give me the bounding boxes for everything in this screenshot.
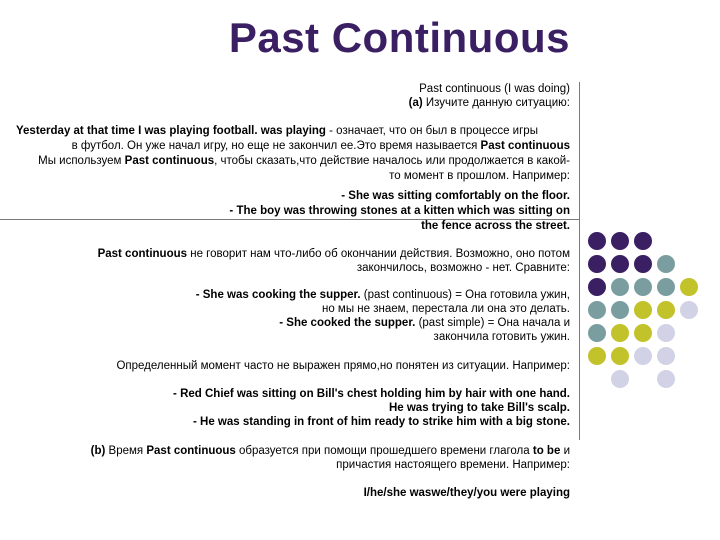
note-text: закончилось, возможно - нет. Сравните: [356, 262, 570, 274]
formation-line-2 [336, 458, 570, 473]
formation-term: to be [532, 445, 561, 457]
decorative-dot [588, 255, 606, 273]
compare-text: (past continuous) = Она готовила ужин, [363, 289, 570, 301]
example-line: - He was standing in front of him ready to strike him with a big stone. [193, 416, 570, 428]
intro-line-1 [16, 124, 538, 139]
intro-term-name: Past continuous [124, 155, 215, 167]
formation-text: Время [108, 445, 144, 457]
example-line: - Red Chief was sitting on Bill's chest holding him by hair with one hand. [173, 388, 570, 400]
intro-example: Yesterday at that time I was playing football. [16, 125, 258, 137]
decorative-dot-grid [588, 232, 700, 412]
verb-forms: I/he/she waswe/they/you were playing [363, 487, 570, 499]
intro-text: Мы используем [38, 155, 122, 167]
section-b-label: (b) [90, 445, 106, 457]
header-line-1 [419, 82, 570, 97]
compare-text: но мы не знаем, перестала ли она это делать. [321, 303, 570, 315]
header-line-2 [409, 96, 570, 111]
intro-text: в футбол. Он уже начал игру, но еще не закончил ее.Это время называется [71, 140, 478, 152]
decorative-dot [588, 324, 606, 342]
decorative-dot [611, 255, 629, 273]
note-line-1 [98, 247, 570, 262]
intro-line-2 [72, 139, 570, 154]
intro-line-3 [38, 154, 570, 169]
header-instruction: Изучите данную ситуацию: [425, 97, 570, 109]
section-a-label: (a) [408, 97, 423, 109]
decorative-dot [611, 347, 629, 365]
example-line: - The boy was throwing stones at a kitten which was sitting on [229, 205, 570, 217]
compare-line-2 [322, 302, 570, 317]
example-line: - She was sitting comfortably on the floor. [341, 190, 570, 202]
decorative-dot [588, 278, 606, 296]
decorative-dot [634, 324, 652, 342]
decorative-dot [611, 324, 629, 342]
decorative-dot [657, 370, 675, 388]
formation-term: Past continuous [146, 445, 236, 457]
formation-text: образуется при помощи прошедшего времени глагола [239, 445, 530, 457]
decorative-dot [611, 301, 629, 319]
example-line: He was trying to take Bill's scalp. [388, 402, 570, 414]
decorative-dot [680, 301, 698, 319]
intro-term: was playing [260, 125, 326, 137]
decorative-dot [634, 255, 652, 273]
decorative-dot [611, 278, 629, 296]
decorative-dot [611, 370, 629, 388]
formation-text: и [563, 445, 570, 457]
formation-text: причастия настоящего времени. Например: [336, 459, 570, 471]
decorative-dot [680, 278, 698, 296]
vertical-divider [579, 82, 580, 440]
formation-line-1 [91, 444, 570, 459]
compare-example: - She was cooking the supper. [195, 289, 361, 301]
decorative-dot [634, 232, 652, 250]
decorative-dot [657, 347, 675, 365]
implicit-note: Определенный момент часто не выражен прямо,но понятен из ситуации. Например: [116, 360, 570, 372]
decorative-dot [588, 301, 606, 319]
decorative-dot [657, 278, 675, 296]
compare-text: (past simple) = Она начала и [418, 317, 570, 329]
intro-term-name: Past continuous [480, 140, 570, 152]
note-line-2 [357, 261, 570, 276]
example-line: the fence across the street. [421, 220, 570, 232]
compare-line-1 [196, 288, 570, 303]
decorative-dot [611, 232, 629, 250]
decorative-dot [657, 301, 675, 319]
decorative-dot [634, 301, 652, 319]
decorative-dot [634, 278, 652, 296]
decorative-dot [634, 347, 652, 365]
decorative-dot [657, 324, 675, 342]
decorative-dot [657, 255, 675, 273]
intro-line-4 [389, 169, 570, 184]
header-title: Past continuous (I was doing) [419, 83, 570, 95]
decorative-dot [588, 232, 606, 250]
compare-line-4 [434, 330, 570, 345]
compare-example: - She cooked the supper. [279, 317, 416, 329]
intro-text: то момент в прошлом. Например: [389, 170, 570, 182]
note-term: Past continuous [97, 248, 188, 260]
compare-text: закончила готовить ужин. [433, 331, 570, 343]
compare-line-3 [279, 316, 570, 331]
intro-explanation: - означает, что он был в процессе игры [329, 125, 538, 137]
intro-text: , чтобы сказать,что действие началось или продолжается в какой- [214, 155, 570, 167]
decorative-dot [588, 347, 606, 365]
page-title: Past Continuous [228, 14, 570, 61]
note-text: не говорит нам что-либо об окончании действия. Возможно, оно потом [190, 248, 570, 260]
